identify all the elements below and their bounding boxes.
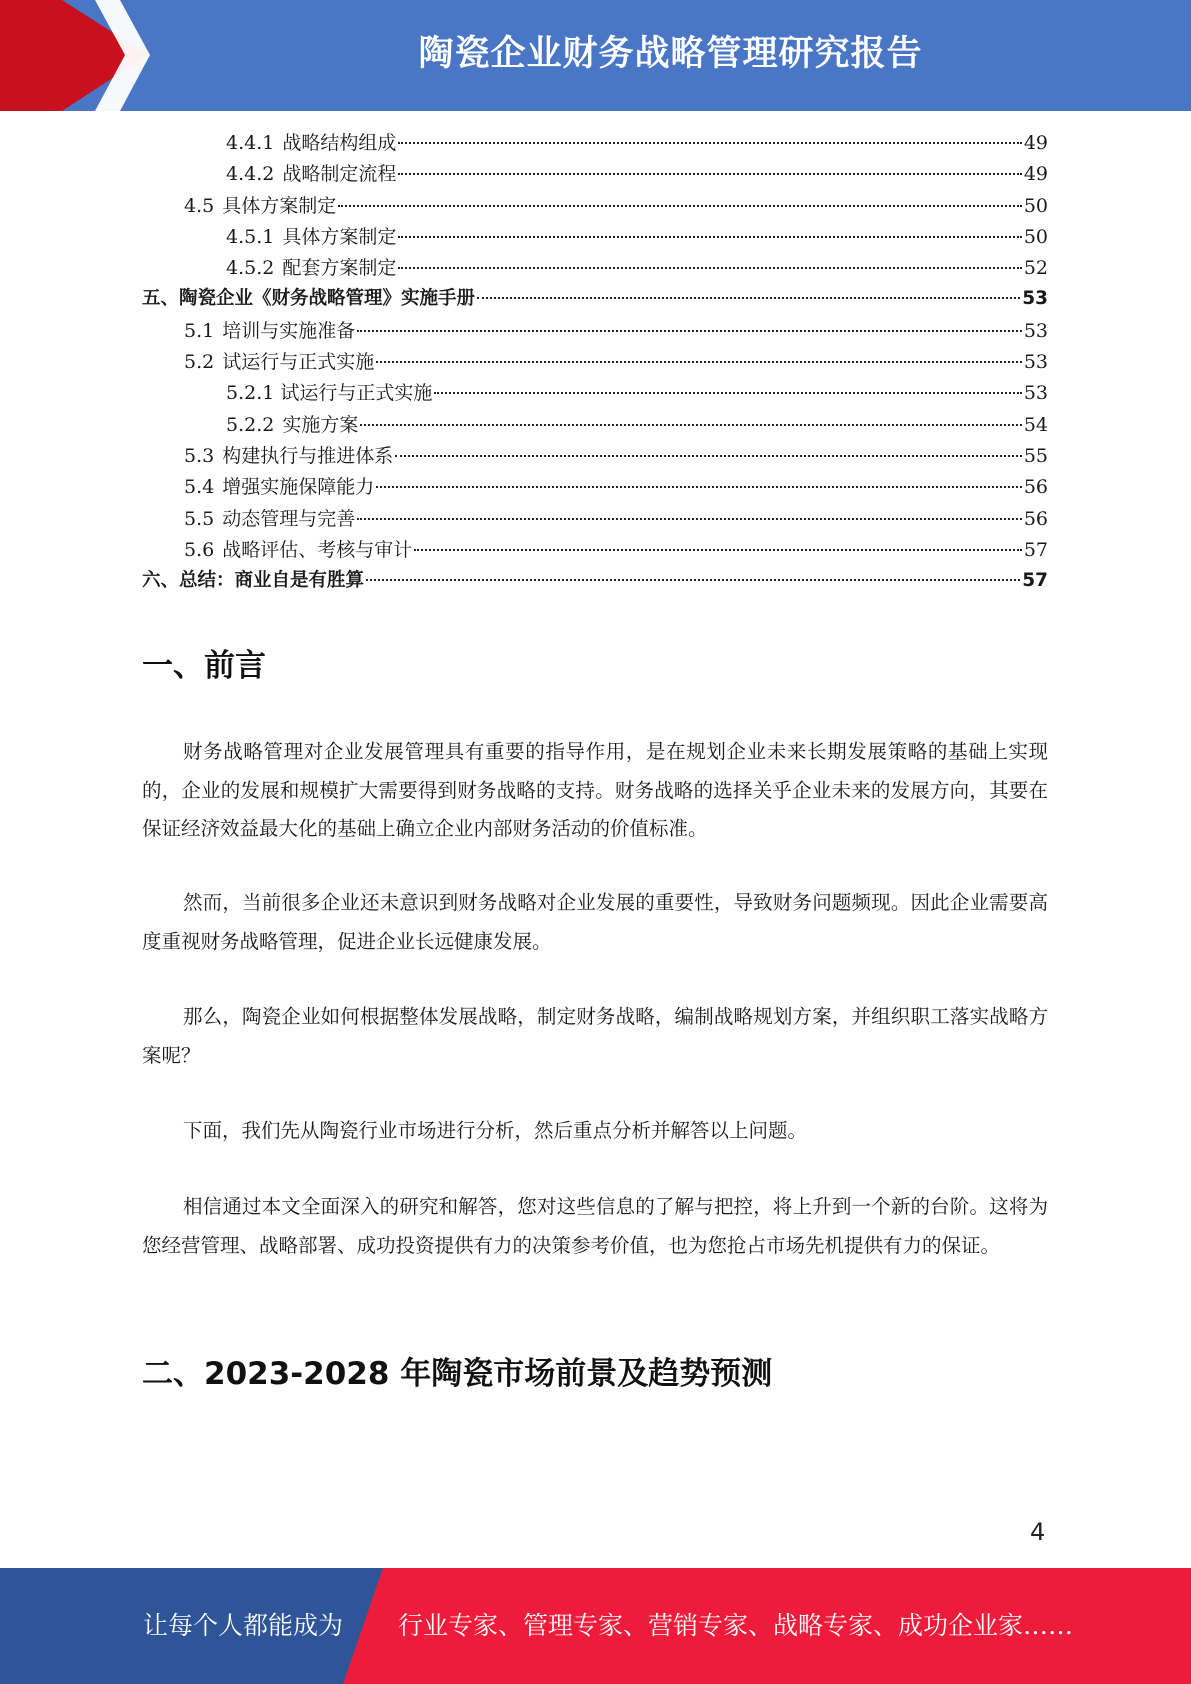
toc-entry-page: 53 <box>1022 288 1048 310</box>
toc-entry[interactable] <box>142 253 1048 284</box>
toc-entry[interactable] <box>142 284 1048 315</box>
paragraph: 相信通过本文全面深入的研究和解答，您对这些信息的了解与把控，将上升到一个新的台阶。这将为您经营管理、战略部署、成功投资提供有力的决策参考价值，也为您抢占市场先机提供有力的保证。 <box>142 1195 1048 1257</box>
toc-entry-number: 5.2.2 <box>226 413 275 436</box>
toc-leader-dots <box>366 579 1020 581</box>
toc-entry-page: 49 <box>1023 132 1048 154</box>
toc-leader-dots <box>398 173 1021 175</box>
toc-entry-number: 4.5.1 <box>226 225 275 248</box>
toc-entry[interactable] <box>142 410 1048 441</box>
toc-entry-label: 配套方案制定 <box>282 257 397 280</box>
toc-entry-label: 战略结构组成 <box>282 132 397 154</box>
toc-entry[interactable] <box>142 441 1048 472</box>
toc-entry-label: 试运行与正式实施 <box>222 351 375 374</box>
toc-leader-dots <box>360 424 1021 426</box>
toc-leader-dots <box>395 455 1022 457</box>
toc-entry-number: 5.2 <box>184 351 215 374</box>
toc-entry-label: 六、总结：商业自是有胜算 <box>142 570 365 592</box>
toc-entry-page: 57 <box>1023 538 1048 561</box>
toc-entry-page: 57 <box>1022 570 1048 592</box>
toc-entry-page: 50 <box>1023 225 1048 248</box>
toc-entry[interactable] <box>142 472 1048 503</box>
toc-leader-dots <box>398 236 1021 238</box>
toc-entry[interactable] <box>142 191 1048 222</box>
toc-entry-page: 53 <box>1023 351 1048 374</box>
toc-entry-label: 具体方案制定 <box>282 225 397 248</box>
toc-entry-label: 实施方案 <box>282 413 359 436</box>
toc-entry-page: 53 <box>1023 382 1048 405</box>
page-number: 4 <box>1030 1518 1046 1546</box>
toc-entry[interactable] <box>142 347 1048 378</box>
paragraph: 下面，我们先从陶瓷行业市场进行分析，然后重点分析并解答以上问题。 <box>183 1119 808 1142</box>
toc-entry-label: 培训与实施准备 <box>222 319 356 342</box>
toc-entry-number: 4.5 <box>184 194 215 217</box>
toc-entry-number: 5.5 <box>184 507 215 530</box>
section-heading-preface: 一、前言 <box>142 648 266 684</box>
toc-leader-dots <box>338 205 1022 207</box>
footer-slogan-left: 让每个人都能成为 <box>143 1611 344 1640</box>
toc-entry-number: 4.4.1 <box>226 132 275 154</box>
toc-entry-page: 50 <box>1023 194 1048 217</box>
toc-leader-dots <box>398 267 1021 269</box>
toc-leader-dots <box>357 330 1022 332</box>
toc-entry[interactable] <box>142 504 1048 535</box>
toc-entry-number: 5.1 <box>184 319 215 342</box>
toc-entry[interactable] <box>142 535 1048 566</box>
toc-leader-dots <box>477 297 1020 299</box>
toc-entry[interactable] <box>142 159 1048 190</box>
toc-entry[interactable] <box>142 566 1048 597</box>
toc-leader-dots <box>414 549 1022 551</box>
toc-entry-number: 5.6 <box>184 538 215 561</box>
toc-leader-dots <box>376 486 1022 488</box>
paragraph: 那么，陶瓷企业如何根据整体发展战略，制定财务战略，编制战略规划方案，并组织职工落实战略方案呢？ <box>142 1005 1048 1067</box>
toc-entry-number: 5.4 <box>184 476 215 499</box>
section-heading-market-forecast: 二、2023-2028 年陶瓷市场前景及趋势预测 <box>142 1356 773 1392</box>
toc-entry-label: 战略制定流程 <box>282 163 397 186</box>
page-header <box>0 0 1191 111</box>
toc-entry-page: 56 <box>1023 507 1048 530</box>
toc-entry-label: 增强实施保障能力 <box>222 476 375 499</box>
table-of-contents <box>142 128 1048 597</box>
toc-entry[interactable] <box>142 222 1048 253</box>
toc-entry-number: 5.3 <box>184 444 215 467</box>
toc-entry[interactable] <box>142 316 1048 347</box>
toc-leader-dots <box>398 142 1021 144</box>
toc-entry-label: 5.2.1 试运行与正式实施 <box>226 382 433 405</box>
toc-entry-label: 动态管理与完善 <box>222 507 356 530</box>
toc-entry-label: 五、陶瓷企业《财务战略管理》实施手册 <box>142 288 476 310</box>
toc-entry-page: 55 <box>1023 444 1048 467</box>
toc-entry[interactable] <box>142 128 1048 159</box>
toc-entry-page: 54 <box>1023 413 1048 436</box>
toc-entry-page: 56 <box>1023 476 1048 499</box>
footer-slogan-right: 行业专家、管理专家、营销专家、战略专家、成功企业家…… <box>398 1611 1074 1640</box>
toc-entry[interactable] <box>142 378 1048 409</box>
toc-entry-number: 4.5.2 <box>226 257 275 280</box>
page-footer <box>0 1568 1191 1684</box>
paragraph: 财务战略管理对企业发展管理具有重要的指导作用，是在规划企业未来长期发展策略的基础上实现的，企业的发展和规模扩大需要得到财务战略的支持。财务战略的选择关乎企业未来的发展方向，其要在保证经济效益最大化的基础上确立企业内部财务活动的价值标准。 <box>142 740 1048 840</box>
toc-entry-label: 战略评估、考核与审计 <box>222 538 413 561</box>
paragraph: 然而，当前很多企业还未意识到财务战略对企业发展的重要性，导致财务问题频现。因此企业需要高度重视财务战略管理，促进企业长远健康发展。 <box>142 891 1048 953</box>
toc-leader-dots <box>434 392 1021 394</box>
toc-entry-page: 53 <box>1023 319 1048 342</box>
toc-leader-dots <box>357 518 1022 520</box>
toc-leader-dots <box>376 361 1022 363</box>
toc-entry-page: 52 <box>1023 257 1048 280</box>
toc-entry-label: 构建执行与推进体系 <box>222 444 394 467</box>
header-title: 陶瓷企业财务战略管理研究报告 <box>418 34 923 74</box>
toc-entry-page: 49 <box>1023 163 1048 186</box>
toc-entry-label: 具体方案制定 <box>222 194 337 217</box>
toc-entry-number: 4.4.2 <box>226 163 275 186</box>
